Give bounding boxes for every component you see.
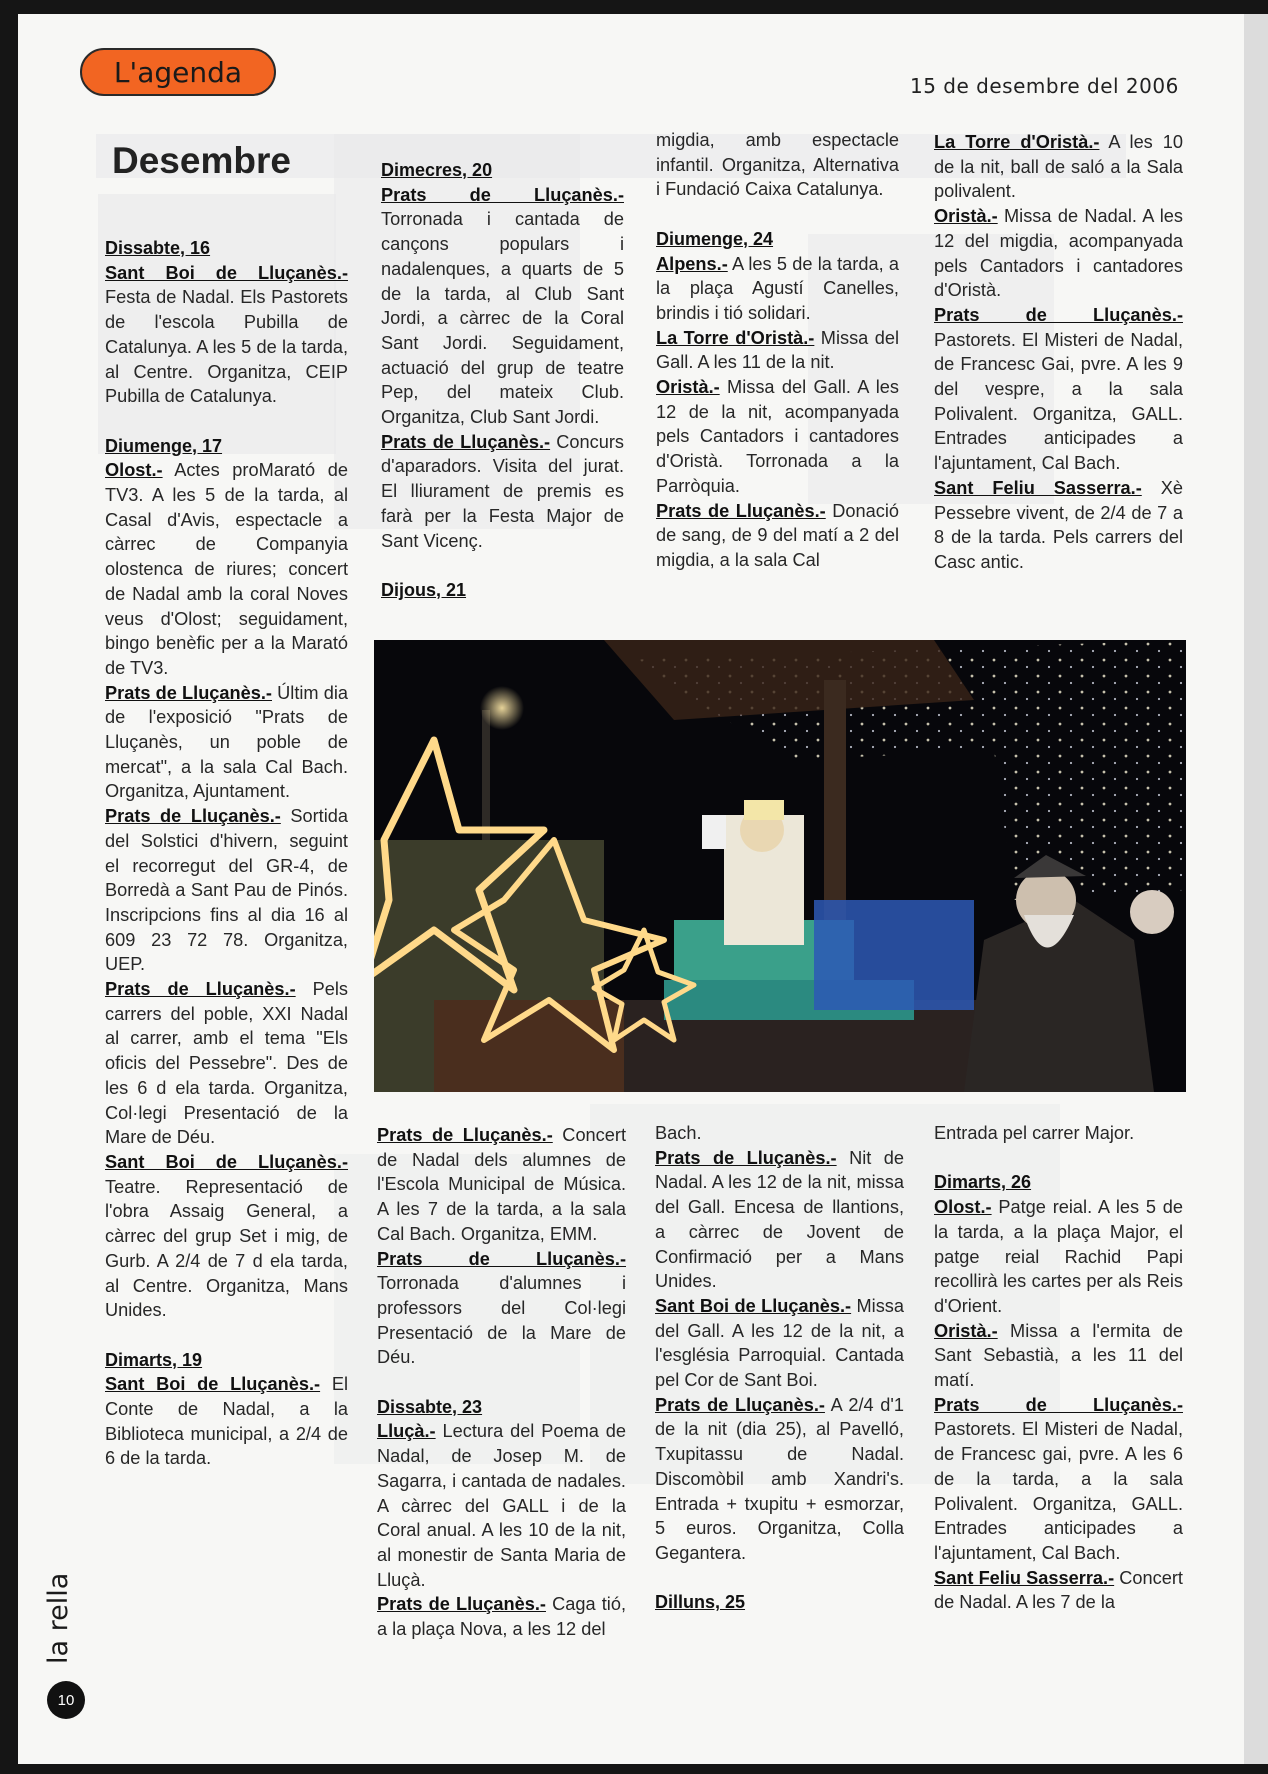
event-description: Xè Pessebre vivent, de 2/4 de 7 a 8 de la tarda. Pels carrers del Casc antic. [934,477,1183,572]
agenda-event [105,1150,348,1323]
event-description: Torronada i cantada de cançons populars i nadalenques, a quarts de 5 de la tarda, al Club Sant Jordi, a càrrec de la Coral Sant Jordi. Seguidament, actuació del grup de teatre Pep, del mateix Club. Organitza, Club Sant Jordi. [381,209,624,428]
event-place: Prats de Lluçanès.- [656,500,826,521]
event-place: Prats de Lluçanès.- [377,1594,546,1615]
event-place: Lluçà.- [377,1421,436,1442]
event-place: Oristà.- [934,206,998,227]
spacer [105,409,348,434]
event-place: Olost.- [934,1197,992,1218]
agenda-column [381,158,624,603]
agenda-event [934,1121,1183,1146]
agenda-event [105,1372,348,1471]
event-place: Sant Boi de Lluçanès.- [655,1295,852,1316]
spacer [656,202,899,227]
event-description: migdia, amb espectacle infantil. Organitza, Alternativa i Fundació Caixa Catalunya. [656,130,899,200]
event-place: Alpens.- [656,253,728,274]
day-heading: Dimecres, 20 [381,160,493,180]
event-description: Missa del Gall. A les 12 de la nit, a l'església Parroquial. Cantada pel Cor de Sant Boi. [655,1295,905,1391]
event-description: A les 5 de la tarda, a la plaça Agustí Canelles, brindis i tió solidari. [656,253,899,323]
agenda-event [655,1146,904,1294]
event-description: Teatre. Representació de l'obra Assaig General, a càrrec del grup Set i mig, de Gurb. A 2/4 de 7 d ela tarda, al Centre. Organitza, Mans Unides. [105,1176,348,1321]
event-description: Pastorets. El Misteri de Nadal, de Francesc gai, pvre. A les 6 de la tarda, a la sala Polivalent. Organitza, GALL. Entrades anticipades a l'ajuntament, Cal Bach. [934,1419,1183,1563]
event-place: Olost.- [105,460,163,481]
agenda-event [934,130,1183,204]
agenda-event [934,303,1183,476]
agenda-event [934,1566,1183,1615]
spacer [377,1370,626,1395]
event-description: Concert de Nadal. A les 7 de la [934,1567,1183,1613]
agenda-event [934,1393,1183,1566]
event-place: Prats de Lluçanès.- [934,1394,1183,1415]
event-description: Entrada pel carrer Major. [934,1123,1135,1143]
spacer [934,1146,1183,1171]
agenda-event [655,1294,904,1393]
agenda-event [934,1195,1183,1319]
magazine-name: la rella [43,1572,74,1664]
agenda-event [656,252,899,326]
event-place: Oristà.- [656,377,720,398]
event-place: Prats de Lluçanès.- [105,979,296,1000]
event-description: Missa del Gall. A les 12 de la nit, acompanyada pels Cantadors i cantadores d'Oristà. Torronada a la Parròquia. [656,377,899,496]
event-place: Sant Feliu Sasserra.- [934,1567,1115,1588]
event-place: La Torre d'Oristà.- [656,327,815,348]
agenda-event [105,681,348,805]
event-place: Prats de Lluçanès.- [655,1394,825,1415]
agenda-event [377,1123,626,1247]
agenda-event [934,476,1183,575]
event-place: Prats de Lluçanès.- [377,1125,553,1145]
event-place: Prats de Lluçanès.- [381,184,624,205]
event-description: Sortida del Solstici d'hivern, seguint el recorregut del GR-4, de Borredà a Sant Pau de Pinós. Inscripcions fins al dia 16 al 609 23 72 78. Organitza, UEP. [105,806,349,975]
agenda-event [655,1393,904,1566]
agenda-event [105,804,348,977]
day-heading: Diumenge, 17 [105,435,223,456]
month-title: Desembre [112,140,291,181]
agenda-event [381,183,624,430]
event-place: Sant Boi de Lluçanès.- [105,1374,321,1395]
agenda-event [105,261,348,409]
spacer [655,1566,904,1591]
event-place: Sant Feliu Sasserra.- [934,477,1142,498]
day-heading: Diumenge, 24 [656,228,774,249]
agenda-column [105,236,348,1471]
event-description: Caga tió, a la plaça Nova, a les 12 del [377,1594,626,1640]
agenda-event [656,326,899,375]
nativity-photo-illustration [374,640,1186,1092]
agenda-column [934,130,1183,575]
day-heading: Dimarts, 26 [934,1172,1032,1193]
event-description: A les 10 de la nit, ball de saló a la Sala polivalent. [934,132,1183,202]
agenda-event [934,1319,1183,1393]
agenda-event [656,128,899,202]
event-place: Prats de Lluçanès.- [105,806,281,827]
event-place: Sant Boi de Lluçanès.- [105,262,348,283]
event-place: Oristà.- [934,1320,998,1341]
event-place: Prats de Lluçanès.- [377,1248,626,1269]
agenda-column [934,1121,1183,1615]
agenda-event [655,1121,904,1146]
event-place: Prats de Lluçanès.- [105,682,272,703]
day-heading: Dilluns, 25 [655,1592,746,1613]
event-place: Prats de Lluçanès.- [655,1147,837,1168]
agenda-event [656,499,899,573]
day-heading: Dissabte, 23 [377,1396,483,1417]
day-heading: Dijous, 21 [381,579,467,600]
issue-date: 15 de desembre del 2006 [910,74,1179,98]
agenda-event [377,1419,626,1592]
event-description: Festa de Nadal. Els Pastorets de l'escola Pubilla de Catalunya. A les 5 de la tarda, al Centre. Organitza, CEIP Pubilla de Catalunya. [105,287,348,407]
event-description: Pastorets. El Misteri de Nadal, de Francesc Gai, pvre. A les 9 del vespre, a la sala Polivalent. Organitza, GALL. Entrades anticipades a l'ajuntament, Cal Bach. [934,329,1183,474]
event-description: Concurs d'aparadors. Visita del jurat. El lliurament de premis es farà per la Festa Major de Sant Vicenç. [381,431,625,551]
day-heading: Dissabte, 16 [105,238,211,258]
agenda-event [105,977,348,1150]
event-description: A 2/4 d'1 de la nit (dia 25), al Pavelló, Txupitassu de Nadal. Discomòbil amb Xandri's. Entrada + txupitu + esmorzar, 5 euros. Organitza, Colla Gegantera. [655,1394,904,1563]
nativity-photo [374,640,1186,1092]
event-description: Bach. [655,1123,702,1143]
event-description: Missa a l'ermita de Sant Sebastià, a les 11 del matí. [934,1320,1183,1391]
event-description: Concert de Nadal dels alumnes de l'Escola Municipal de Música. A les 7 de la tarda, a la sala Cal Bach. Organitza, EMM. [377,1125,626,1244]
agenda-event [377,1247,626,1371]
agenda-column [655,1121,904,1615]
event-description: Missa del Gall. A les 11 de la nit. [656,327,899,373]
event-description: Últim dia de l'exposició "Prats de Lluçanès, un poble de mercat", a la sala Cal Bach. Organitza, Ajuntament. [105,682,349,802]
spacer [381,553,624,578]
agenda-column [377,1123,626,1642]
event-place: Prats de Lluçanès.- [381,431,551,452]
event-description: Actes proMarató de TV3. A les 5 de la tarda, al Casal d'Avis, espectacle a càrrec de Companyia olostenca de riures; concert de Nadal amb la coral Noves veus d'Olost; seguidament, bingo benèfic per a la Marató de TV3. [105,460,348,678]
event-description: Pels carrers del poble, XXI Nadal al carrer, amb el tema "Els oficis del Pessebre". Des de les 6 d ela tarda. Organitza, Col·legi Presentació de la Mare de Déu. [105,979,349,1148]
event-description: Nit de Nadal. A les 12 de la nit, missa del Gall. Encesa de llantions, a càrrec de Jovent de Confirmació per a Mans Unides. [655,1147,904,1292]
event-place: Prats de Lluçanès.- [934,304,1183,325]
spacer [105,1323,348,1348]
agenda-event [656,375,899,499]
event-place: Sant Boi de Lluçanès.- [105,1152,348,1172]
page-number: 10 [47,1681,85,1719]
agenda-column [656,128,899,573]
agenda-event [381,430,624,554]
event-description: Donació de sang, de 9 del matí a 2 del migdia, a la sala Cal [656,500,899,570]
agenda-event [377,1592,626,1641]
agenda-event [934,204,1183,303]
agenda-event [105,458,348,680]
section-tag: L'agenda [80,48,276,96]
event-description: El Conte de Nadal, a la Biblioteca municipal, a 2/4 de 6 de la tarda. [105,1374,348,1469]
event-description: Patge reial. A les 5 de la tarda, a la plaça Major, el patge reial Rachid Papi recollirà les cartes per als Reis d'Orient. [934,1197,1183,1316]
event-description: Torronada d'alumnes i professors del Col·legi Presentació de la Mare de Déu. [377,1273,626,1368]
page-gutter [1244,14,1268,1764]
event-place: La Torre d'Oristà.- [934,132,1100,152]
day-heading: Dimarts, 19 [105,1349,203,1370]
event-description: Lectura del Poema de Nadal, de Josep M. de Sagarra, i cantada de nadales. A càrrec del GALL i de la Coral anual. A les 10 de la nit, al monestir de Santa Maria de Lluçà. [377,1421,626,1590]
event-description: Missa de Nadal. A les 12 del migdia, acompanyada pels Cantadors i cantadores d'Oristà. [934,206,1183,301]
